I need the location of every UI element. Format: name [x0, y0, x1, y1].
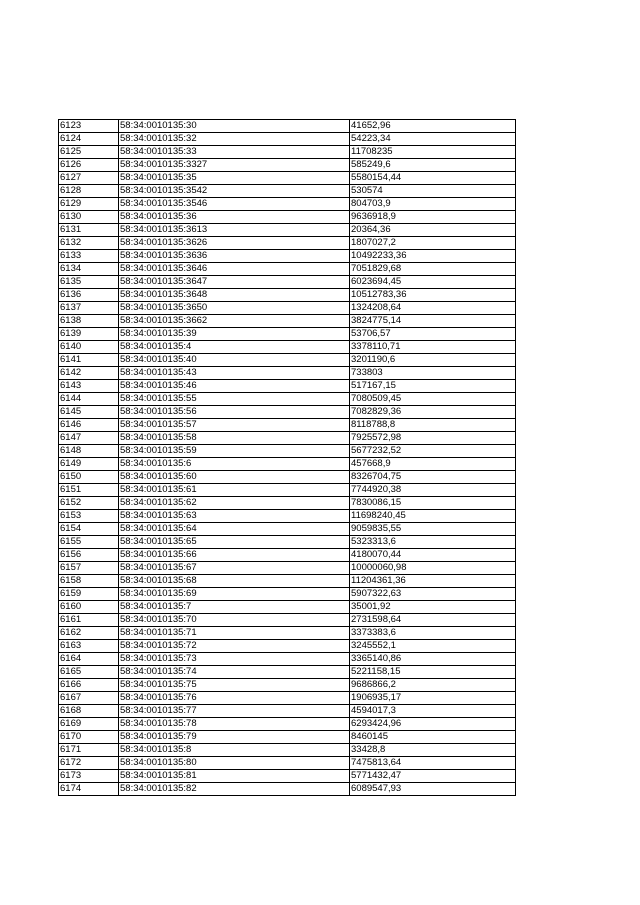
- cadastral-value-table: [58, 119, 516, 796]
- table-row: [59, 367, 516, 380]
- cadastral-number-cell: 58:34:0010135:65: [119, 536, 350, 549]
- value-cell: 5580154,44: [350, 172, 516, 185]
- table-row: [59, 510, 516, 523]
- value-cell: 3365140,86: [350, 653, 516, 666]
- value-cell: 804703,9: [350, 198, 516, 211]
- row-number-cell: 6146: [59, 419, 119, 432]
- table-row: [59, 666, 516, 679]
- table-row: [59, 757, 516, 770]
- value-cell: 7744920,38: [350, 484, 516, 497]
- row-number-cell: 6143: [59, 380, 119, 393]
- row-number-cell: 6123: [59, 120, 119, 133]
- value-cell: 585249,6: [350, 159, 516, 172]
- table-row: [59, 341, 516, 354]
- cadastral-number-cell: 58:34:0010135:76: [119, 692, 350, 705]
- value-cell: 6089547,93: [350, 783, 516, 796]
- value-cell: 7925572,98: [350, 432, 516, 445]
- value-cell: 11698240,45: [350, 510, 516, 523]
- table-row: [59, 744, 516, 757]
- table-row: [59, 692, 516, 705]
- row-number-cell: 6159: [59, 588, 119, 601]
- table-row: [59, 718, 516, 731]
- row-number-cell: 6154: [59, 523, 119, 536]
- table-row: [59, 276, 516, 289]
- cadastral-number-cell: 58:34:0010135:55: [119, 393, 350, 406]
- cadastral-number-cell: 58:34:0010135:3542: [119, 185, 350, 198]
- cadastral-number-cell: 58:34:0010135:71: [119, 627, 350, 640]
- row-number-cell: 6158: [59, 575, 119, 588]
- cadastral-number-cell: 58:34:0010135:66: [119, 549, 350, 562]
- row-number-cell: 6174: [59, 783, 119, 796]
- table-row: [59, 484, 516, 497]
- value-cell: 4180070,44: [350, 549, 516, 562]
- table-row: [59, 614, 516, 627]
- row-number-cell: 6145: [59, 406, 119, 419]
- table-row: [59, 263, 516, 276]
- cadastral-number-cell: 58:34:0010135:3647: [119, 276, 350, 289]
- row-number-cell: 6163: [59, 640, 119, 653]
- table-row: [59, 302, 516, 315]
- table-row: [59, 601, 516, 614]
- cadastral-number-cell: 58:34:0010135:80: [119, 757, 350, 770]
- row-number-cell: 6148: [59, 445, 119, 458]
- value-cell: 11708235: [350, 146, 516, 159]
- table-row: [59, 198, 516, 211]
- value-cell: 9059835,55: [350, 523, 516, 536]
- table-row: [59, 653, 516, 666]
- table-row: [59, 406, 516, 419]
- value-cell: 5771432,47: [350, 770, 516, 783]
- row-number-cell: 6173: [59, 770, 119, 783]
- cadastral-number-cell: 58:34:0010135:3662: [119, 315, 350, 328]
- value-cell: 4594017,3: [350, 705, 516, 718]
- table-row: [59, 458, 516, 471]
- cadastral-number-cell: 58:34:0010135:61: [119, 484, 350, 497]
- cadastral-number-cell: 58:34:0010135:32: [119, 133, 350, 146]
- table-row: [59, 536, 516, 549]
- row-number-cell: 6138: [59, 315, 119, 328]
- table-row: [59, 432, 516, 445]
- cadastral-number-cell: 58:34:0010135:3636: [119, 250, 350, 263]
- cadastral-number-cell: 58:34:0010135:56: [119, 406, 350, 419]
- cadastral-number-cell: 58:34:0010135:68: [119, 575, 350, 588]
- cadastral-number-cell: 58:34:0010135:33: [119, 146, 350, 159]
- table-row: [59, 159, 516, 172]
- table-row: [59, 770, 516, 783]
- row-number-cell: 6168: [59, 705, 119, 718]
- value-cell: 11204361,36: [350, 575, 516, 588]
- table-row: [59, 562, 516, 575]
- table-row: [59, 640, 516, 653]
- cadastral-number-cell: 58:34:0010135:59: [119, 445, 350, 458]
- table-row: [59, 133, 516, 146]
- row-number-cell: 6126: [59, 159, 119, 172]
- value-cell: 3201190,6: [350, 354, 516, 367]
- row-number-cell: 6142: [59, 367, 119, 380]
- value-cell: 8326704,75: [350, 471, 516, 484]
- row-number-cell: 6129: [59, 198, 119, 211]
- value-cell: 2731598,64: [350, 614, 516, 627]
- value-cell: 33428,8: [350, 744, 516, 757]
- value-cell: 1807027,2: [350, 237, 516, 250]
- cadastral-number-cell: 58:34:0010135:7: [119, 601, 350, 614]
- value-cell: 517167,15: [350, 380, 516, 393]
- value-cell: 53706,57: [350, 328, 516, 341]
- cadastral-number-cell: 58:34:0010135:60: [119, 471, 350, 484]
- table-row: [59, 783, 516, 796]
- table-row: [59, 679, 516, 692]
- cadastral-number-cell: 58:34:0010135:64: [119, 523, 350, 536]
- value-cell: 8118788,8: [350, 419, 516, 432]
- row-number-cell: 6162: [59, 627, 119, 640]
- row-number-cell: 6165: [59, 666, 119, 679]
- row-number-cell: 6141: [59, 354, 119, 367]
- value-cell: 9636918,9: [350, 211, 516, 224]
- row-number-cell: 6169: [59, 718, 119, 731]
- row-number-cell: 6130: [59, 211, 119, 224]
- cadastral-number-cell: 58:34:0010135:67: [119, 562, 350, 575]
- cadastral-number-cell: 58:34:0010135:73: [119, 653, 350, 666]
- value-cell: 5677232,52: [350, 445, 516, 458]
- row-number-cell: 6152: [59, 497, 119, 510]
- row-number-cell: 6140: [59, 341, 119, 354]
- cadastral-number-cell: 58:34:0010135:79: [119, 731, 350, 744]
- table-row: [59, 289, 516, 302]
- value-cell: 7051829,68: [350, 263, 516, 276]
- row-number-cell: 6171: [59, 744, 119, 757]
- row-number-cell: 6170: [59, 731, 119, 744]
- row-number-cell: 6127: [59, 172, 119, 185]
- cadastral-number-cell: 58:34:0010135:78: [119, 718, 350, 731]
- value-cell: 6293424,96: [350, 718, 516, 731]
- row-number-cell: 6144: [59, 393, 119, 406]
- value-cell: 5323313,6: [350, 536, 516, 549]
- table-body: [59, 120, 516, 796]
- table-row: [59, 380, 516, 393]
- table-row: [59, 185, 516, 198]
- value-cell: 7080509,45: [350, 393, 516, 406]
- table-row: [59, 224, 516, 237]
- cadastral-number-cell: 58:34:0010135:40: [119, 354, 350, 367]
- cadastral-number-cell: 58:34:0010135:63: [119, 510, 350, 523]
- row-number-cell: 6137: [59, 302, 119, 315]
- row-number-cell: 6160: [59, 601, 119, 614]
- cadastral-number-cell: 58:34:0010135:62: [119, 497, 350, 510]
- row-number-cell: 6131: [59, 224, 119, 237]
- row-number-cell: 6156: [59, 549, 119, 562]
- cadastral-number-cell: 58:34:0010135:3327: [119, 159, 350, 172]
- row-number-cell: 6124: [59, 133, 119, 146]
- cadastral-number-cell: 58:34:0010135:72: [119, 640, 350, 653]
- row-number-cell: 6150: [59, 471, 119, 484]
- cadastral-number-cell: 58:34:0010135:39: [119, 328, 350, 341]
- row-number-cell: 6132: [59, 237, 119, 250]
- value-cell: 54223,34: [350, 133, 516, 146]
- table-row: [59, 419, 516, 432]
- row-number-cell: 6147: [59, 432, 119, 445]
- table-row: [59, 354, 516, 367]
- cadastral-number-cell: 58:34:0010135:3650: [119, 302, 350, 315]
- row-number-cell: 6166: [59, 679, 119, 692]
- cadastral-number-cell: 58:34:0010135:69: [119, 588, 350, 601]
- row-number-cell: 6167: [59, 692, 119, 705]
- table-row: [59, 445, 516, 458]
- row-number-cell: 6153: [59, 510, 119, 523]
- value-cell: 733803: [350, 367, 516, 380]
- row-number-cell: 6128: [59, 185, 119, 198]
- value-cell: 1324208,64: [350, 302, 516, 315]
- cadastral-number-cell: 58:34:0010135:3626: [119, 237, 350, 250]
- row-number-cell: 6149: [59, 458, 119, 471]
- value-cell: 3378110,71: [350, 341, 516, 354]
- value-cell: 10000060,98: [350, 562, 516, 575]
- table-row: [59, 705, 516, 718]
- table-row: [59, 471, 516, 484]
- value-cell: 20364,36: [350, 224, 516, 237]
- cadastral-number-cell: 58:34:0010135:57: [119, 419, 350, 432]
- table-row: [59, 575, 516, 588]
- table-row: [59, 497, 516, 510]
- row-number-cell: 6136: [59, 289, 119, 302]
- table-row: [59, 315, 516, 328]
- row-number-cell: 6151: [59, 484, 119, 497]
- cadastral-number-cell: 58:34:0010135:70: [119, 614, 350, 627]
- table-row: [59, 731, 516, 744]
- value-cell: 7475813,64: [350, 757, 516, 770]
- cadastral-number-cell: 58:34:0010135:74: [119, 666, 350, 679]
- row-number-cell: 6134: [59, 263, 119, 276]
- cadastral-number-cell: 58:34:0010135:82: [119, 783, 350, 796]
- table-row: [59, 588, 516, 601]
- cadastral-number-cell: 58:34:0010135:36: [119, 211, 350, 224]
- value-cell: 9686866,2: [350, 679, 516, 692]
- table-row: [59, 549, 516, 562]
- value-cell: 5907322,63: [350, 588, 516, 601]
- value-cell: 10492233,36: [350, 250, 516, 263]
- value-cell: 1906935,17: [350, 692, 516, 705]
- cadastral-number-cell: 58:34:0010135:46: [119, 380, 350, 393]
- table-row: [59, 146, 516, 159]
- row-number-cell: 6172: [59, 757, 119, 770]
- row-number-cell: 6139: [59, 328, 119, 341]
- value-cell: 8460145: [350, 731, 516, 744]
- row-number-cell: 6125: [59, 146, 119, 159]
- value-cell: 530574: [350, 185, 516, 198]
- table-row: [59, 627, 516, 640]
- value-cell: 7830086,15: [350, 497, 516, 510]
- value-cell: 3245552,1: [350, 640, 516, 653]
- value-cell: 3373383,6: [350, 627, 516, 640]
- row-number-cell: 6133: [59, 250, 119, 263]
- cadastral-number-cell: 58:34:0010135:43: [119, 367, 350, 380]
- cadastral-number-cell: 58:34:0010135:4: [119, 341, 350, 354]
- row-number-cell: 6164: [59, 653, 119, 666]
- cadastral-number-cell: 58:34:0010135:35: [119, 172, 350, 185]
- cadastral-number-cell: 58:34:0010135:30: [119, 120, 350, 133]
- value-cell: 5221158,15: [350, 666, 516, 679]
- row-number-cell: 6135: [59, 276, 119, 289]
- cadastral-number-cell: 58:34:0010135:8: [119, 744, 350, 757]
- cadastral-number-cell: 58:34:0010135:58: [119, 432, 350, 445]
- table-row: [59, 237, 516, 250]
- cadastral-number-cell: 58:34:0010135:3546: [119, 198, 350, 211]
- value-cell: 6023694,45: [350, 276, 516, 289]
- cadastral-number-cell: 58:34:0010135:75: [119, 679, 350, 692]
- value-cell: 10512783,36: [350, 289, 516, 302]
- table-row: [59, 250, 516, 263]
- cadastral-number-cell: 58:34:0010135:77: [119, 705, 350, 718]
- table-row: [59, 172, 516, 185]
- value-cell: 7082829,36: [350, 406, 516, 419]
- cadastral-number-cell: 58:34:0010135:3648: [119, 289, 350, 302]
- table-row: [59, 393, 516, 406]
- value-cell: 457668,9: [350, 458, 516, 471]
- cadastral-number-cell: 58:34:0010135:3646: [119, 263, 350, 276]
- cadastral-number-cell: 58:34:0010135:6: [119, 458, 350, 471]
- table-row: [59, 120, 516, 133]
- table-row: [59, 328, 516, 341]
- data-sheet: [58, 119, 515, 796]
- table-row: [59, 523, 516, 536]
- row-number-cell: 6155: [59, 536, 119, 549]
- value-cell: 35001,92: [350, 601, 516, 614]
- row-number-cell: 6161: [59, 614, 119, 627]
- cadastral-number-cell: 58:34:0010135:3613: [119, 224, 350, 237]
- table-row: [59, 211, 516, 224]
- value-cell: 41652,96: [350, 120, 516, 133]
- value-cell: 3824775,14: [350, 315, 516, 328]
- row-number-cell: 6157: [59, 562, 119, 575]
- cadastral-number-cell: 58:34:0010135:81: [119, 770, 350, 783]
